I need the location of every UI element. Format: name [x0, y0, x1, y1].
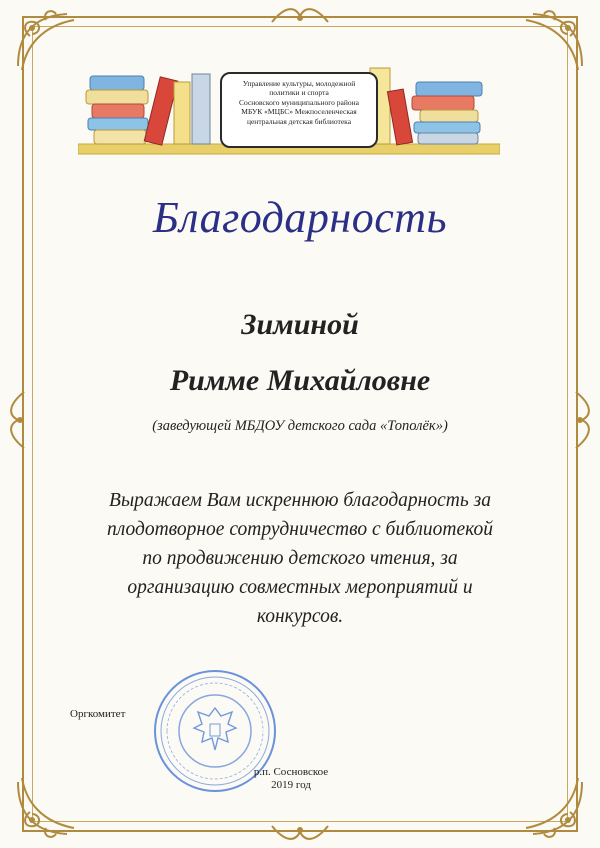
ornament-corner-icon	[518, 6, 588, 76]
message-line: по продвижению детского чтения, за	[142, 548, 458, 569]
place-label: р.п. Сосновское	[253, 766, 329, 778]
place-and-year	[236, 766, 346, 792]
organizer-line: центральная детская библиотека	[246, 116, 352, 126]
gratitude-message	[70, 486, 530, 631]
message-line: конкурсов.	[256, 606, 344, 627]
ornament-bottom-icon	[270, 817, 330, 844]
ornament-top-icon	[270, 4, 330, 31]
year-label: 2019 год	[271, 779, 311, 791]
ornament-corner-icon	[12, 6, 82, 76]
certificate-title: Благодарность	[152, 193, 448, 242]
organizer-line: политики и спорта	[269, 88, 329, 98]
recipient-position: (заведующей МБДОУ детского сада «Тополёк»)	[152, 418, 448, 434]
organizer-line: Управление культуры, молодежной	[242, 79, 356, 88]
organizer-box	[220, 72, 378, 148]
recipient-surname: Зиминой	[241, 308, 359, 341]
message-line: плодотворное сотрудничество с библиотекой	[106, 519, 494, 540]
recipient-name: Римме Михайловне	[169, 364, 431, 397]
message-line: организацию совместных мероприятий и	[127, 577, 473, 598]
organizer-line: Сосновского муниципального района	[239, 97, 359, 107]
message-line: Выражаем Вам искреннюю благодарность за	[109, 490, 491, 511]
ornament-corner-icon	[12, 772, 82, 842]
ornament-corner-icon	[518, 772, 588, 842]
committee-label: Оргкомитет	[70, 708, 126, 720]
organizer-line: МБУК «МЦБС» Межпоселенческая	[241, 107, 357, 117]
